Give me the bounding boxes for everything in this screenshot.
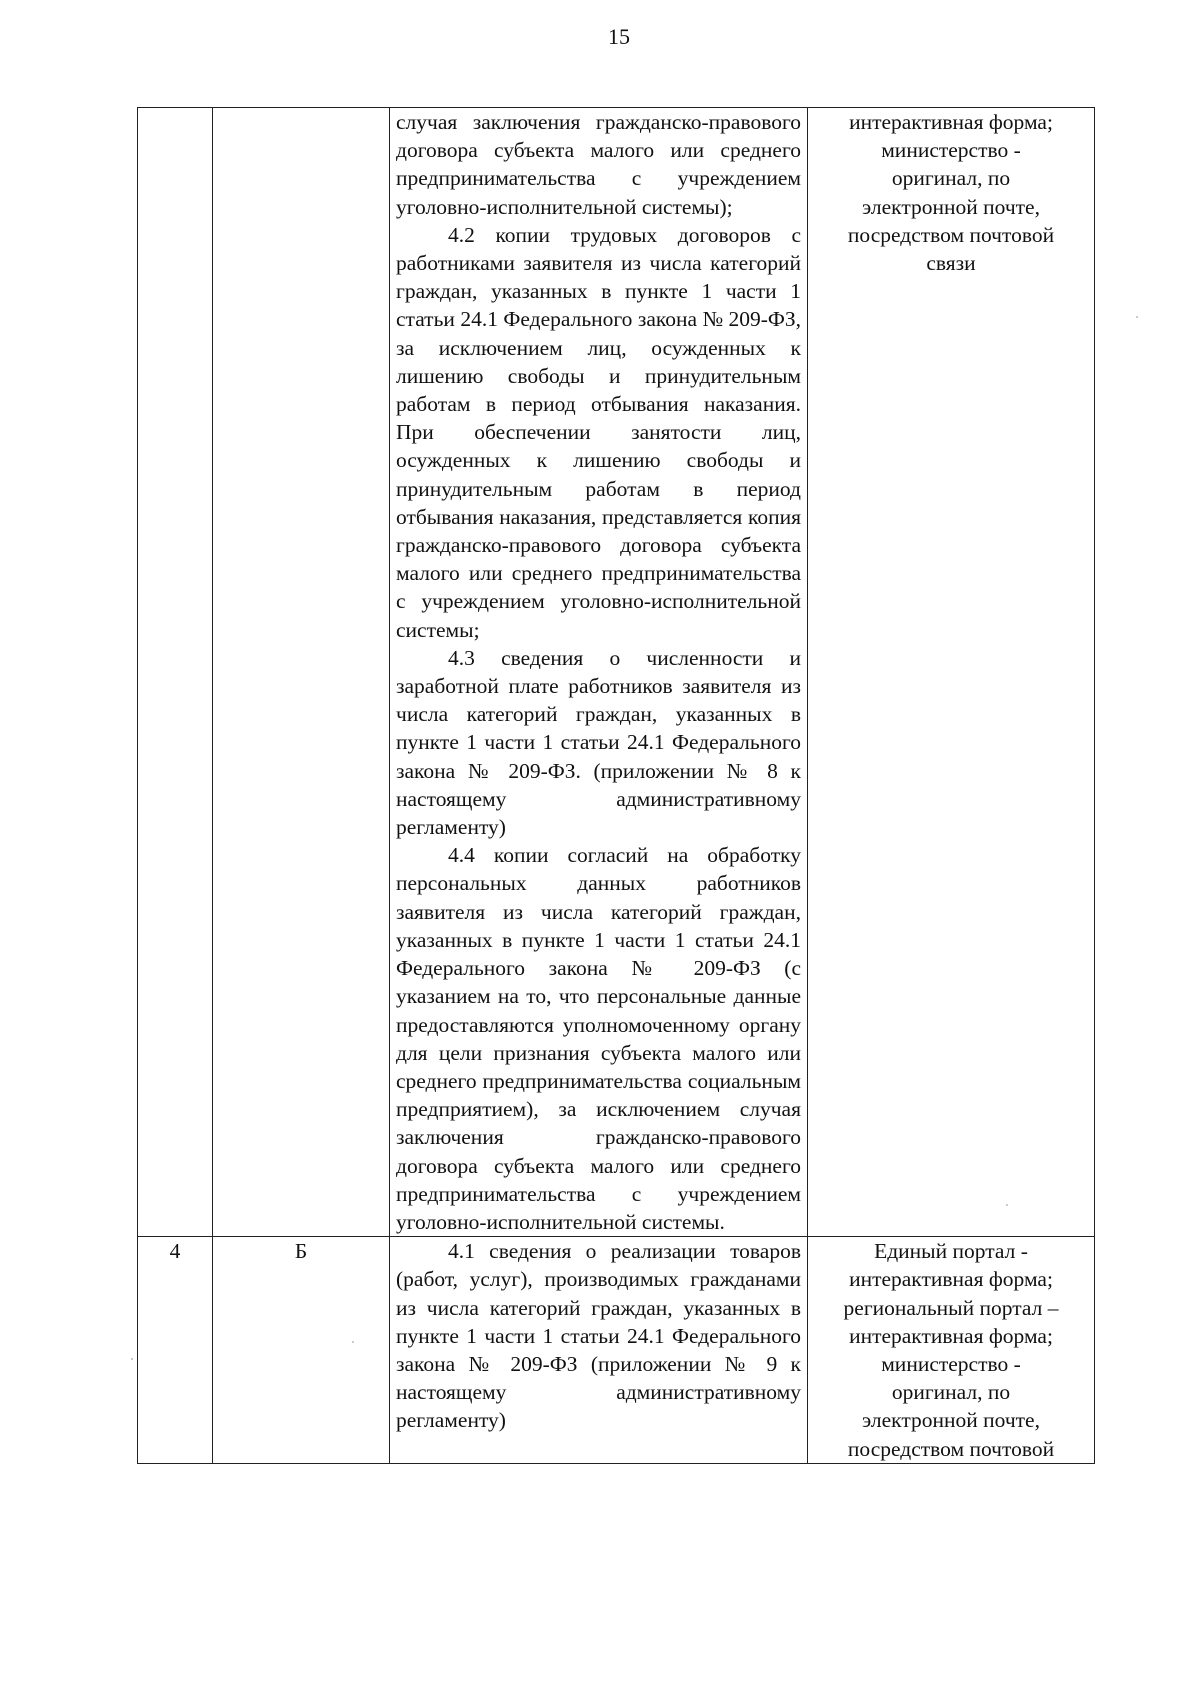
paragraph: случая заключения гражданско-правового договора субъекта малого или среднего предпринимательства с учреждением уголовно-исполнительной системы); xyxy=(396,110,801,219)
method-line: оригинал, по xyxy=(891,1380,1011,1405)
method-line: посредством почтовой xyxy=(847,1436,1055,1461)
table-row xyxy=(138,108,1095,1237)
method-line: Единый портал - xyxy=(874,1239,1028,1264)
scan-speck xyxy=(1136,316,1138,318)
row-number-cell xyxy=(138,108,213,1237)
paragraph: 4.4 копии согласий на обработку персональных данных работников заявителя из числа категорий граждан, указанных в пункте 1 части 1 статьи 24.1 Федерального закона № 209-ФЗ (с указанием на то, что персональные данные предоставляются уполномоченному органу для цели признания субъекта малого или среднего предпринимательства социальным предприятием), за исключением случая заключения гражданско-правового договора субъекта малого или среднего предпринимательства с учреждением уголовно-исполнительной системы. xyxy=(396,843,801,1234)
submission-method-cell xyxy=(808,108,1095,1237)
method-line: министерство - xyxy=(881,1351,1021,1376)
scan-speck xyxy=(131,1358,133,1360)
method-line: интерактивная форма; xyxy=(849,1267,1053,1292)
page-number: 15 xyxy=(608,24,630,49)
documents-table xyxy=(137,107,1095,1464)
scan-speck xyxy=(1006,1204,1008,1206)
scan-speck xyxy=(352,1341,354,1343)
method-line: министерство - xyxy=(881,138,1021,163)
document-list-cell xyxy=(390,1237,808,1464)
method-line: интерактивная форма; xyxy=(849,1323,1053,1348)
paragraph: 4.1 сведения о реализации товаров (работ, услуг), производимых гражданами из числа категорий граждан, указанных в пункте 1 части 1 статьи 24.1 Федерального закона № 209-ФЗ (приложении № 9 к настоящему административному регламенту) xyxy=(396,1239,801,1433)
row-code-cell xyxy=(213,108,390,1237)
method-line: электронной почте, xyxy=(862,194,1040,219)
row-code-cell: Б xyxy=(213,1237,390,1464)
row-number-cell: 4 xyxy=(138,1237,213,1464)
method-line: связи xyxy=(926,251,976,276)
method-line: посредством почтовой xyxy=(847,222,1055,247)
method-line: региональный портал – xyxy=(843,1295,1059,1320)
method-line: интерактивная форма; xyxy=(849,110,1053,134)
paragraph: 4.2 копии трудовых договоров с работниками заявителя из числа категорий граждан, указанных в пункте 1 части 1 статьи 24.1 Федерального закона № 209-ФЗ, за исключением лиц, осужденных к лишению свободы и принудительным работам в период отбывания наказания. При обеспечении занятости лиц, осужденных к лишению свободы и принудительным работам в период отбывания наказания, представляется копия гражданско-правового договора субъекта малого или среднего предпринимательства с учреждением уголовно-исполнительной системы; xyxy=(396,222,801,642)
submission-method-cell xyxy=(808,1237,1095,1464)
method-line: электронной почте, xyxy=(862,1408,1040,1433)
method-line: оригинал, по xyxy=(891,166,1011,191)
table-row xyxy=(138,1237,1095,1464)
paragraph: 4.3 сведения о численности и заработной плате работников заявителя из числа категорий граждан, указанных в пункте 1 части 1 статьи 24.1 Федерального закона № 209-ФЗ. (приложении № 8 к настоящему административному регламенту) xyxy=(396,645,801,840)
document-list-cell xyxy=(390,108,808,1237)
